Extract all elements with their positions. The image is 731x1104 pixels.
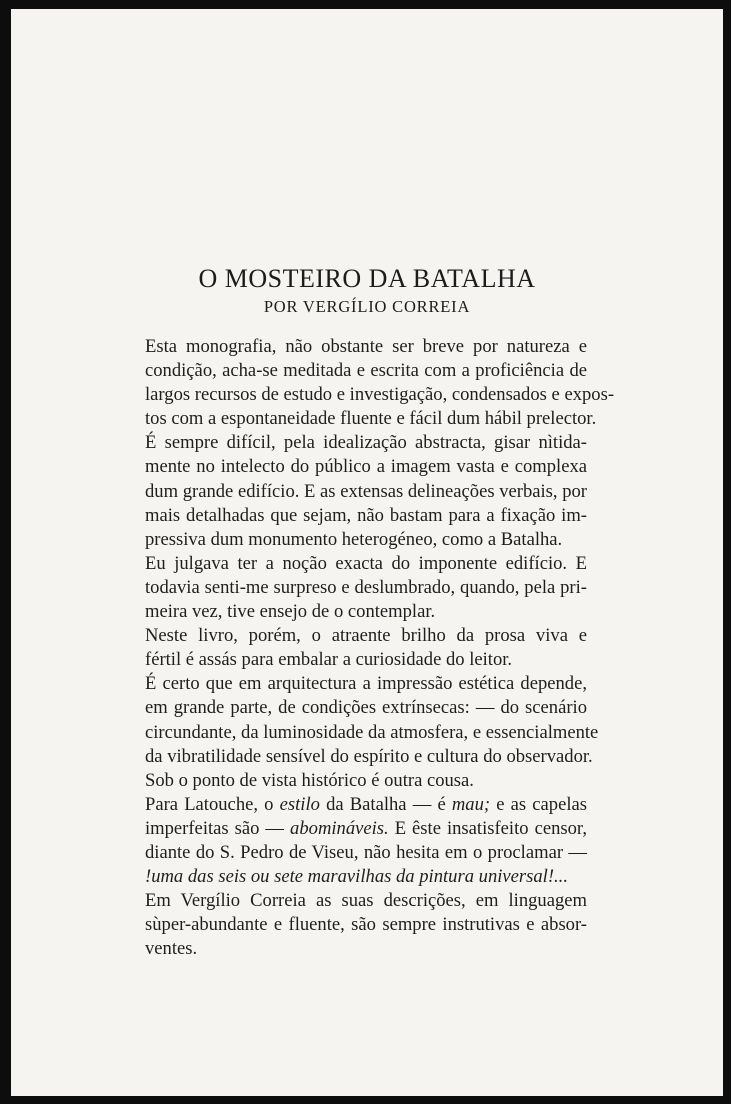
text-run: E êste insatisfeito censor, xyxy=(388,817,587,839)
italic-run: mau; xyxy=(451,793,491,815)
text-line: diante do S. Pedro de Viseu, não hesita em o proclamar — xyxy=(145,841,587,863)
italic-run: abomináveis. xyxy=(290,817,389,839)
paragraph-4 xyxy=(131,624,587,672)
text-line: É sempre difícil, pela idealização abstracta, gisar nìtida- xyxy=(145,432,587,454)
text-line: circundante, da luminosidade da atmosfera, e essencialmente xyxy=(145,721,599,743)
text-line: Esta monografia, não obstante ser breve por natureza e xyxy=(145,336,587,357)
paragraph-2 xyxy=(131,431,587,551)
text-line: mais detalhadas que sejam, não bastam para a fixação im- xyxy=(145,504,587,526)
text-line: pressiva dum monumento heterogéneo, como a Batalha. xyxy=(145,528,563,550)
text-line xyxy=(131,865,587,889)
text-line xyxy=(131,793,587,817)
paragraph-7 xyxy=(131,793,587,889)
text-line: dum grande edifício. E as extensas delineações verbais, por xyxy=(145,480,587,502)
text-line: meira vez, tive ensejo de o contemplar. xyxy=(145,601,436,623)
italic-run: !uma das seis ou sete maravilhas da pintura universal!... xyxy=(145,866,568,888)
body-text xyxy=(131,335,615,961)
text-line: largos recursos de estudo e investigação, condensados e expos- xyxy=(145,384,615,406)
text-line: tos com a espontaneidade fluente e fácil dum hábil prelector. xyxy=(145,408,597,430)
text-line: mente no intelecto do público a imagem vasta e complexa xyxy=(145,456,587,478)
text-line: condição, acha-se meditada e escrita com a proficiência de xyxy=(145,360,587,382)
paragraph-1 xyxy=(131,335,615,431)
text-run: da Batalha — é xyxy=(319,793,452,815)
text-run: Para Latouche, o xyxy=(145,793,280,815)
text-line: sùper-abundante e fluente, são sempre instrutivas e absor- xyxy=(145,914,587,936)
text-line: fértil é assás para embalar a curiosidade do leitor. xyxy=(145,649,513,671)
text-line: É certo que em arquitectura a impressão estética depende, xyxy=(145,673,587,695)
text-run: imperfeitas são — xyxy=(145,817,291,839)
page-subtitle: POR VERGÍLIO CORREIA xyxy=(263,297,471,316)
text-line xyxy=(131,817,587,841)
paragraph-8 xyxy=(131,889,587,961)
paragraph-3 xyxy=(131,552,587,624)
text-line: Sob o ponto de vista histórico é outra cousa. xyxy=(145,769,474,791)
text-line: da vibratilidade sensível do espírito e cultura do observador. xyxy=(145,745,593,767)
header xyxy=(11,261,723,318)
paragraph-5 xyxy=(131,672,599,768)
text-line: Neste livro, porém, o atraente brilho da prosa viva e xyxy=(145,625,587,647)
text-line: Eu julgava ter a noção exacta do imponente edifício. E xyxy=(145,552,587,574)
page-title: O MOSTEIRO DA BATALHA xyxy=(198,264,536,293)
text-line: todavia senti-me surpreso e deslumbrado, quando, pela pri- xyxy=(145,576,587,598)
text-line: Em Vergílio Correia as suas descrições, em linguagem xyxy=(145,890,587,912)
text-line: em grande parte, de condições extrínsecas: — do scenário xyxy=(145,697,587,719)
text-line: ventes. xyxy=(145,938,198,960)
text-run: e as capelas xyxy=(490,793,587,815)
document-page xyxy=(11,9,723,1096)
paragraph-6 xyxy=(131,769,587,793)
italic-run: estilo xyxy=(279,793,320,815)
